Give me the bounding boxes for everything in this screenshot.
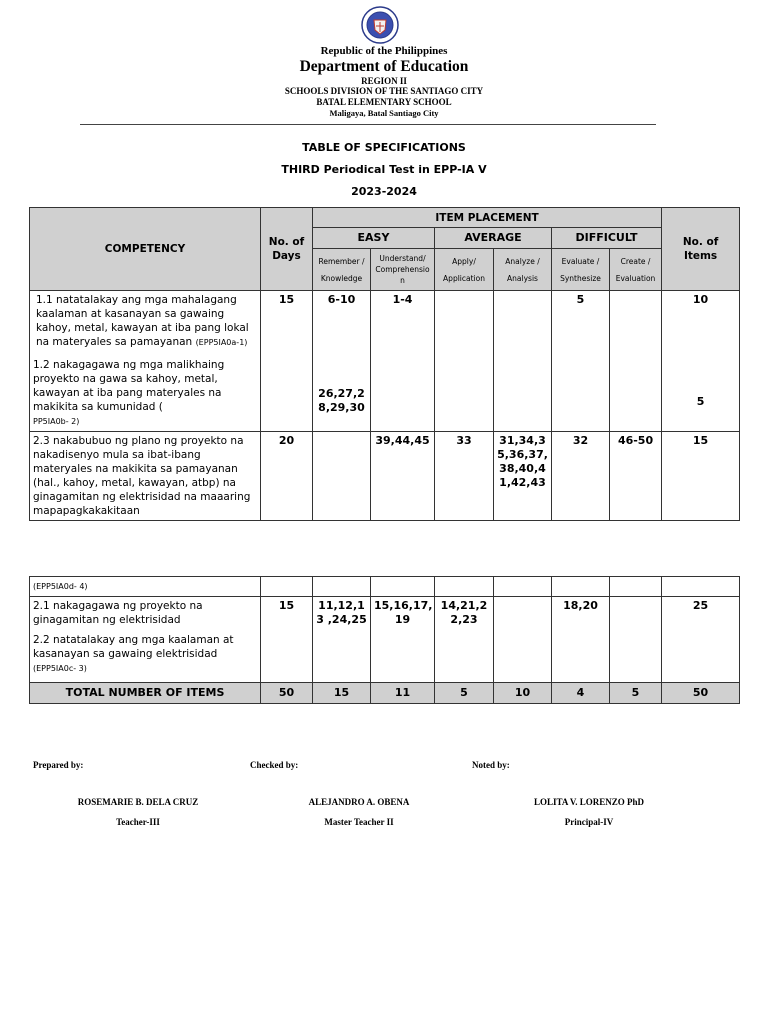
department-text: Department of Education	[299, 58, 469, 75]
address-text: Maligaya, Batal Santiago City	[329, 108, 439, 118]
checked-label: Checked by:	[250, 760, 299, 770]
days-header: No. of Days	[261, 208, 313, 291]
tos-title: TABLE OF SPECIFICATIONS	[302, 141, 466, 154]
remember-header: Remember / Knowledge	[313, 249, 371, 291]
checked-title: Master Teacher II	[324, 817, 394, 827]
table-row	[30, 577, 740, 597]
prepared-name: ROSEMARIE B. DELA CRUZ	[77, 797, 199, 807]
total-understand: 11	[371, 683, 435, 704]
apply-header: Apply/ Application	[435, 249, 494, 291]
days-cell: 15	[261, 291, 313, 432]
total-items: 50	[662, 683, 740, 704]
apply-cell: 33	[435, 432, 494, 521]
items-cell: 15	[662, 432, 740, 521]
specifications-table	[29, 207, 740, 521]
analyze-cell: 31,34,3 5,36,37, 38,40,4 1,42,43	[494, 432, 552, 521]
total-days: 50	[261, 683, 313, 704]
competency-cell: 1.1 natatalakay ang mga mahalagang kaalaman at kasanayan sa gawaing kahoy, metal, kawayan at iba pang lokal na materyales sa pamayanan (EPP5IA0a-1) 1.2 nakagagawa ng mga malikhaing proyekto na gawa sa kahoy, metal, kawayan at iba pang materyales na makikita sa kumunidad ( PP5IA0b- 2)	[30, 291, 261, 432]
remember-cell: 11,12,1 3 ,24,25	[313, 597, 371, 683]
average-header: AVERAGE	[435, 228, 552, 249]
total-row	[30, 683, 740, 704]
understand-header: Understand/ Comprehensio n	[371, 249, 435, 291]
table-row	[30, 432, 740, 521]
specifications-table-continued	[29, 576, 740, 704]
evaluate-header: Evaluate / Synthesize	[552, 249, 610, 291]
competency-code-cell: (EPP5IA0d- 4)	[30, 577, 261, 597]
days-cell: 15	[261, 597, 313, 683]
create-cell	[610, 291, 662, 432]
competency-cell: 2.1 nakagagawa ng proyekto na ginagamitan ng elektrisidad 2.2 natatalakay ang mga kaalaman at kasanayan sa gawaing elektrisidad (EPP5IA0c- 3)	[30, 597, 261, 683]
total-apply: 5	[435, 683, 494, 704]
total-analyze: 10	[494, 683, 552, 704]
create-header: Create / Evaluation	[610, 249, 662, 291]
noted-title: Principal-IV	[564, 817, 614, 827]
prepared-title: Teacher-III	[116, 817, 160, 827]
days-cell: 20	[261, 432, 313, 521]
apply-cell: 14,21,2 2,23	[435, 597, 494, 683]
noted-label: Noted by:	[472, 760, 510, 770]
deped-seal-icon	[361, 6, 399, 44]
analyze-cell	[494, 597, 552, 683]
evaluate-cell: 18,20	[552, 597, 610, 683]
remember-cell	[313, 432, 371, 521]
noted-name: LOLITA V. LORENZO PhD	[533, 797, 645, 807]
total-create: 5	[610, 683, 662, 704]
total-remember: 15	[313, 683, 371, 704]
competency-header: COMPETENCY	[30, 208, 261, 291]
difficult-header: DIFFICULT	[552, 228, 662, 249]
understand-cell: 1-4	[371, 291, 435, 432]
total-label: TOTAL NUMBER OF ITEMS	[30, 683, 261, 704]
items-cell: 10 5	[662, 291, 740, 432]
items-cell: 25	[662, 597, 740, 683]
test-title: THIRD Periodical Test in EPP-IA V	[281, 163, 487, 176]
easy-header: EASY	[313, 228, 435, 249]
prepared-label: Prepared by:	[33, 760, 84, 770]
school-year: 2023-2024	[351, 185, 417, 198]
header-divider	[80, 124, 656, 125]
region-text: REGION II	[361, 76, 407, 86]
items-header: No. of Items	[662, 208, 740, 291]
understand-cell: 15,16,17, 19	[371, 597, 435, 683]
total-evaluate: 4	[552, 683, 610, 704]
division-text: SCHOOLS DIVISION OF THE SANTIAGO CITY	[284, 86, 484, 96]
analyze-cell	[494, 291, 552, 432]
remember-cell: 6-10 26,27,2 8,29,30	[313, 291, 371, 432]
evaluate-cell: 5	[552, 291, 610, 432]
competency-cell: 2.3 nakabubuo ng plano ng proyekto na nakadisenyo mula sa ibat-ibang materyales na makikita sa pamayanan (hal., kahoy, metal, kawayan, atbp) na ginagamitan ng elektrisidad na maaaring mapapagkakakitaan	[30, 432, 261, 521]
table-row	[30, 291, 740, 432]
checked-name: ALEJANDRO A. OBENA	[308, 797, 410, 807]
evaluate-cell: 32	[552, 432, 610, 521]
item-placement-header: ITEM PLACEMENT	[313, 208, 662, 228]
republic-text: Republic of the Philippines	[320, 45, 448, 57]
school-text: BATAL ELEMENTARY SCHOOL	[316, 97, 452, 107]
analyze-header: Analyze / Analysis	[494, 249, 552, 291]
create-cell: 46-50	[610, 432, 662, 521]
table-row	[30, 597, 740, 683]
understand-cell: 39,44,45	[371, 432, 435, 521]
create-cell	[610, 597, 662, 683]
apply-cell	[435, 291, 494, 432]
